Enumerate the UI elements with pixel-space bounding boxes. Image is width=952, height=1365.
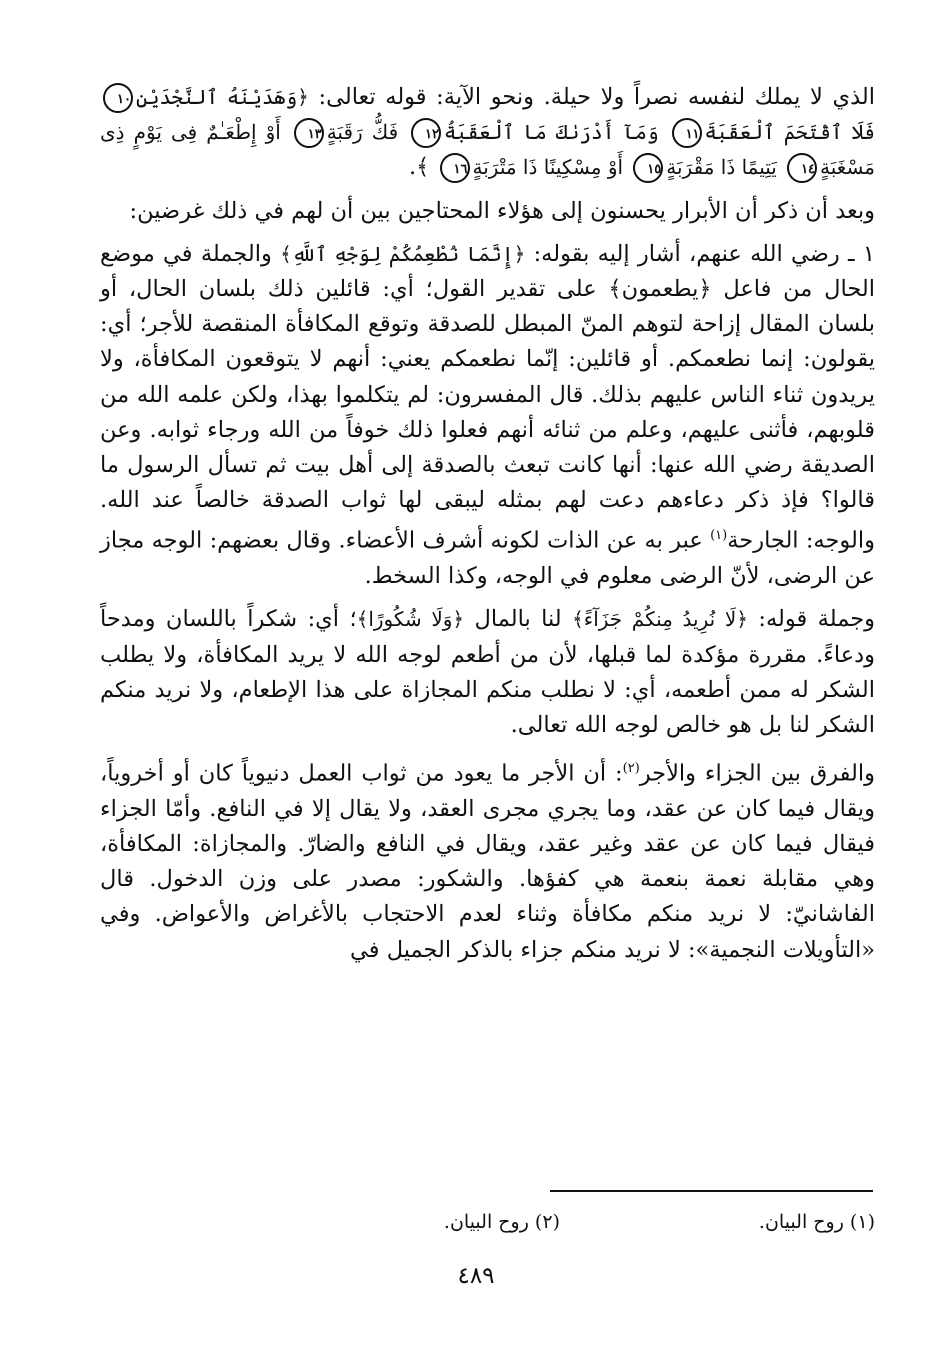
quran-verse: يَتِيمًا ذَا مَقْرَبَةٍ [666, 155, 777, 180]
ayah-number-marker: ١٤ [787, 153, 817, 183]
body-text: ﴾. [409, 154, 430, 181]
paragraph [100, 80, 875, 186]
quran-verse: ﴿لَا نُرِيدُ مِنكُمْ جَزَآءً﴾ [572, 607, 748, 632]
footnote-ref: (٢) [622, 761, 640, 777]
body-text: ؛ أي: شكراً باللسان ومدحاً ودعاءً. مقررة مؤكدة لما قبلها، لأن من أطعم لوجه الله لا يريد المكافأة، ولا يطلب الشكر له ممن أطعمه، أي: لا نطلب منكم المجازاة على هذا الإطعام، ولا نريد منكم الشكر لنا بل هو خالص لوجه الله تعالى. [100, 606, 875, 738]
body-text: وجملة قوله: [747, 606, 875, 633]
body-text: الذي لا يملك لنفسه نصراً ولا حيلة. ونحو الآية: قوله تعالى: [308, 84, 876, 110]
ayah-number-marker: ١٦ [440, 153, 470, 183]
quran-verse: أَوْ مِسْكِينًا ذَا مَتْرَبَةٍ [472, 155, 624, 180]
footnote-1: (١) روح البيان. [758, 1211, 875, 1233]
quran-verse: فَلَا ٱقْتَحَمَ ٱلْعَقَبَةَ [704, 120, 876, 145]
body-text: عبر به عن الذات لكونه أشرف الأعضاء. وقال بعضهم: الوجه مجاز عن الرضى، لأنّ الرضى معلوم في الوجه، وكذا السخط. [100, 527, 875, 590]
ayah-number-marker: ١٣ [294, 118, 324, 148]
ayah-number-marker: ١١ [672, 118, 702, 148]
paragraph [100, 602, 875, 743]
body-text: : أن الأجر ما يعود من ثواب العمل دنيوياً كان أو أخروياً، ويقال فيما كان عن عقد، وما يجري مجرى العقد، ولا يقال إلا في النافع. وأمّا الجزاء فيقال فيما كان عن عقد وغير عقد، ويقال في النافع والضارّ. والمجازاة: المكافأة، وهي مقابلة نعمة بنعمة هي كفؤها. والشكور: مصدر على وزن الدخول. قال الفاشانيّ: لا نريد منكم مكافأة وثناء لعدم الاحتجاب بالأغراض والأعواض. وفي «التأويلات النجمية»: لا نريد منكم جزاء بالذكر الجميل في [100, 760, 875, 963]
ayah-number-marker: ١٢ [411, 118, 441, 148]
quran-verse: ﴿إِنَّمَا نُطْعِمُكُمْ لِوَجْهِ ٱللَّهِ﴾ [280, 241, 526, 266]
quran-verse: فَكُّ رَقَبَةٍ [326, 120, 399, 145]
page-body [100, 80, 875, 976]
body-text: والجملة في موضع الحال من فاعل ﴿يطعمون﴾ على تقدير القول؛ أي: قائلين ذلك بلسان الحال، أو بلسان المقال إزاحة لتوهم المنّ المبطل للصدقة وتوقع المكافأة المنقصة للأجر؛ أي: يقولون: إنما نطعمكم. أو قائلين: إنّما نطعمكم يعني: أنهم لا يتوقعون المكافأة، ولا يريدون ثناء الناس عليهم بذلك. قال المفسرون: لم يتكلموا بهذا، ولكن علمه الله من قلوبهم، فأثنى عليهم، وعلم من ثنائه أنهم فعلوا ذلك خوفاً من الله ورجاء ثوابه. وعن الصديقة رضي الله عنها: أنها كانت تبعث بالصدقة إلى أهل بيت ثم تسأل الرسول ما قالوا؟ فإذ ذكر دعاءهم دعت لهم بمثله ليبقى لها ثواب الصدقة خالصاً عند الله. والوجه: الجارحة [100, 240, 875, 554]
footnote-divider [550, 1190, 873, 1192]
page-number: ٤٨٩ [457, 1263, 495, 1289]
ayah-number-marker: ١٥ [633, 153, 663, 183]
paragraph [100, 194, 875, 229]
quran-verse: وَمَآ أَدْرَىٰكَ مَا ٱلْعَقَبَةُ [444, 120, 659, 145]
body-text: ١ ـ رضي الله عنهم، أشار إليه بقوله: [525, 240, 875, 267]
quran-verse: ﴿وَهَدَيْنَهُ ٱلنَّجْدَيْنِ [136, 85, 309, 109]
body-text: والفرق بين الجزاء والأجر [639, 760, 876, 787]
paragraph [100, 237, 875, 595]
body-text: لنا بالمال [464, 606, 573, 633]
body-text: وبعد أن ذكر أن الأبرار يحسنون إلى هؤلاء المحتاجين بين أن لهم في ذلك غرضين: [129, 197, 875, 224]
footnote-2: (٢) روح البيان. [443, 1211, 560, 1233]
quran-verse: ﴿وَلَا شُكُورًا﴾ [356, 607, 465, 632]
paragraph [100, 751, 875, 968]
ayah-number-marker: ١٠ [103, 83, 133, 113]
footnote-ref: (١) [710, 528, 728, 544]
quran-verse: أَوْ إِطْعَـٰمٌ فِى يَوْمٍ ذِى مَسْغَبَةٍ [100, 120, 875, 180]
